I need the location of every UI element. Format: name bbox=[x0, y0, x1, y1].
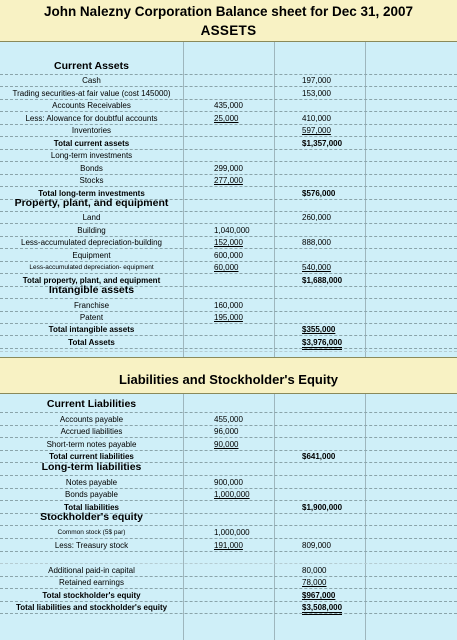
section-heading: Stockholder's equity bbox=[40, 511, 143, 524]
row-label: Total property, plant, and equipment bbox=[22, 275, 161, 285]
table-row bbox=[0, 262, 457, 274]
table-row bbox=[0, 540, 457, 552]
section-row bbox=[0, 60, 457, 75]
total-cell: $1,900,000 bbox=[302, 502, 343, 512]
amount-cell: 96,000 bbox=[214, 427, 239, 437]
assets-header: ASSETS bbox=[200, 23, 257, 38]
row-label: Total liabilities and stockholder's equity bbox=[15, 603, 168, 613]
row-label: Notes payable bbox=[65, 477, 118, 487]
total-cell: $967,000 bbox=[302, 590, 336, 600]
row-label: Less-accumulated depreciation- equipment bbox=[29, 264, 154, 272]
row-label: Accounts payable bbox=[59, 414, 124, 424]
row-label: Less: Alowance for doubtful accounts bbox=[25, 113, 158, 123]
table-row bbox=[0, 150, 457, 162]
row-label: Total liabilities bbox=[64, 502, 119, 512]
row-label: Franchise bbox=[73, 300, 110, 310]
row-label: Cash bbox=[82, 76, 101, 86]
row-label: Bonds bbox=[80, 163, 103, 173]
row-label: Total intangible assets bbox=[48, 325, 135, 335]
row-label: Land bbox=[82, 213, 101, 223]
table-row bbox=[0, 312, 457, 324]
total-cell: 888,000 bbox=[302, 238, 331, 248]
total-cell: 540,000 bbox=[302, 263, 331, 273]
table-row bbox=[0, 300, 457, 312]
row-label: Building bbox=[77, 225, 106, 235]
row-label: Total stockholder's equity bbox=[42, 590, 141, 600]
amount-cell: 90,000 bbox=[214, 439, 239, 449]
total-cell: 809,000 bbox=[302, 540, 331, 550]
amount-cell: 152,000 bbox=[214, 238, 243, 248]
title-bar bbox=[0, 0, 457, 42]
amount-cell: 1,000,000 bbox=[214, 490, 250, 500]
total-cell: 153,000 bbox=[302, 88, 331, 98]
amount-cell: 900,000 bbox=[214, 477, 243, 487]
row-label: Common stock (5$ par) bbox=[57, 529, 126, 536]
row-label: Total Assets bbox=[68, 337, 115, 347]
amount-cell: 160,000 bbox=[214, 300, 243, 310]
total-cell: $641,000 bbox=[302, 452, 336, 462]
total-cell: $1,688,000 bbox=[302, 275, 343, 285]
table-row bbox=[0, 225, 457, 237]
row-label: Trading securities-at fair value (cost 145000) bbox=[12, 88, 171, 98]
row-label: Short-term notes payable bbox=[46, 439, 137, 449]
total-cell: 597,000 bbox=[302, 126, 331, 136]
grand-total-value: $3,508,000 bbox=[302, 603, 342, 615]
section-heading: Intangible assets bbox=[48, 284, 135, 297]
row-label: Bonds payable bbox=[65, 490, 118, 500]
table-row bbox=[0, 212, 457, 224]
table-row bbox=[0, 590, 457, 602]
row-label: Retained earnings bbox=[59, 578, 124, 588]
section-row bbox=[0, 284, 457, 299]
row-label: Stocks bbox=[79, 176, 104, 186]
amount-cell: 299,000 bbox=[214, 163, 243, 173]
table-row bbox=[0, 100, 457, 112]
amount-cell: 455,000 bbox=[214, 414, 243, 424]
liabilities-header: Liabilities and Stockholder's Equity bbox=[118, 372, 339, 387]
amount-cell: 191,000 bbox=[214, 540, 243, 550]
row-label: Equipment bbox=[72, 250, 111, 260]
table-row bbox=[0, 426, 457, 438]
total-cell: 410,000 bbox=[302, 113, 331, 123]
liabilities-bar bbox=[0, 357, 457, 394]
row-label: Patent bbox=[79, 313, 104, 322]
section-row bbox=[0, 196, 457, 212]
grand-total-value: $3,976,000 bbox=[302, 338, 342, 350]
amount-cell: 435,000 bbox=[214, 101, 243, 111]
amount-cell: 1,040,000 bbox=[214, 225, 250, 235]
total-cell: $576,000 bbox=[302, 188, 336, 198]
row-label: Accounts Receivables bbox=[52, 101, 131, 111]
total-cell bbox=[275, 602, 365, 613]
table-row bbox=[0, 125, 457, 137]
table-row bbox=[0, 138, 457, 150]
table-row bbox=[0, 324, 457, 336]
section-heading: Property, plant, and equipment bbox=[14, 196, 169, 209]
table-row bbox=[0, 552, 457, 564]
total-cell: $355,000 bbox=[302, 325, 336, 335]
section-heading: Long-term liabilities bbox=[41, 461, 142, 473]
section-row bbox=[0, 461, 457, 476]
total-cell: 197,000 bbox=[302, 76, 331, 86]
table-row bbox=[0, 88, 457, 100]
table-row bbox=[0, 527, 457, 539]
sheet-title: John Nalezny Corporation Balance sheet for Dec 31, 2007 bbox=[43, 4, 414, 19]
table-row bbox=[0, 489, 457, 501]
total-cell: 260,000 bbox=[302, 213, 331, 223]
amount-cell: 195,000 bbox=[214, 313, 243, 322]
section-row bbox=[0, 398, 457, 413]
table-row bbox=[0, 439, 457, 451]
total-cell: 78,000 bbox=[302, 578, 327, 588]
total-cell: $1,357,000 bbox=[302, 138, 343, 148]
row-label: Long-term investments bbox=[50, 151, 133, 161]
row-label: Additional paid-in capital bbox=[48, 566, 135, 575]
table-row bbox=[0, 163, 457, 175]
row-label: Total long-term investments bbox=[38, 188, 145, 198]
row-label: Accrued liabilities bbox=[60, 427, 123, 437]
row-label: Total current liabilities bbox=[49, 452, 134, 462]
amount-cell: 1,000,000 bbox=[214, 528, 250, 537]
row-label: Total current assets bbox=[53, 138, 130, 148]
row-label: Less-accumulated depreciation-building bbox=[21, 238, 162, 248]
row-label: Less: Treasury stock bbox=[54, 540, 129, 550]
table-row bbox=[0, 250, 457, 262]
table-row bbox=[0, 113, 457, 125]
amount-cell: 60,000 bbox=[214, 263, 239, 273]
table-row bbox=[0, 577, 457, 589]
amount-cell: 600,000 bbox=[214, 250, 243, 260]
section-heading: Current Liabilities bbox=[46, 398, 137, 410]
section-heading: Current Assets bbox=[54, 60, 129, 72]
amount-cell: 277,000 bbox=[214, 176, 243, 186]
amount-cell: 25,000 bbox=[214, 113, 239, 123]
table-row bbox=[0, 75, 457, 87]
table-row bbox=[0, 175, 457, 187]
section-row bbox=[0, 511, 457, 526]
table-row bbox=[0, 414, 457, 426]
total-cell: 80,000 bbox=[302, 566, 327, 575]
row-label: Inventories bbox=[71, 126, 112, 136]
table-row bbox=[0, 602, 457, 614]
table-row bbox=[0, 237, 457, 249]
table-row bbox=[0, 477, 457, 489]
table-row bbox=[0, 565, 457, 577]
